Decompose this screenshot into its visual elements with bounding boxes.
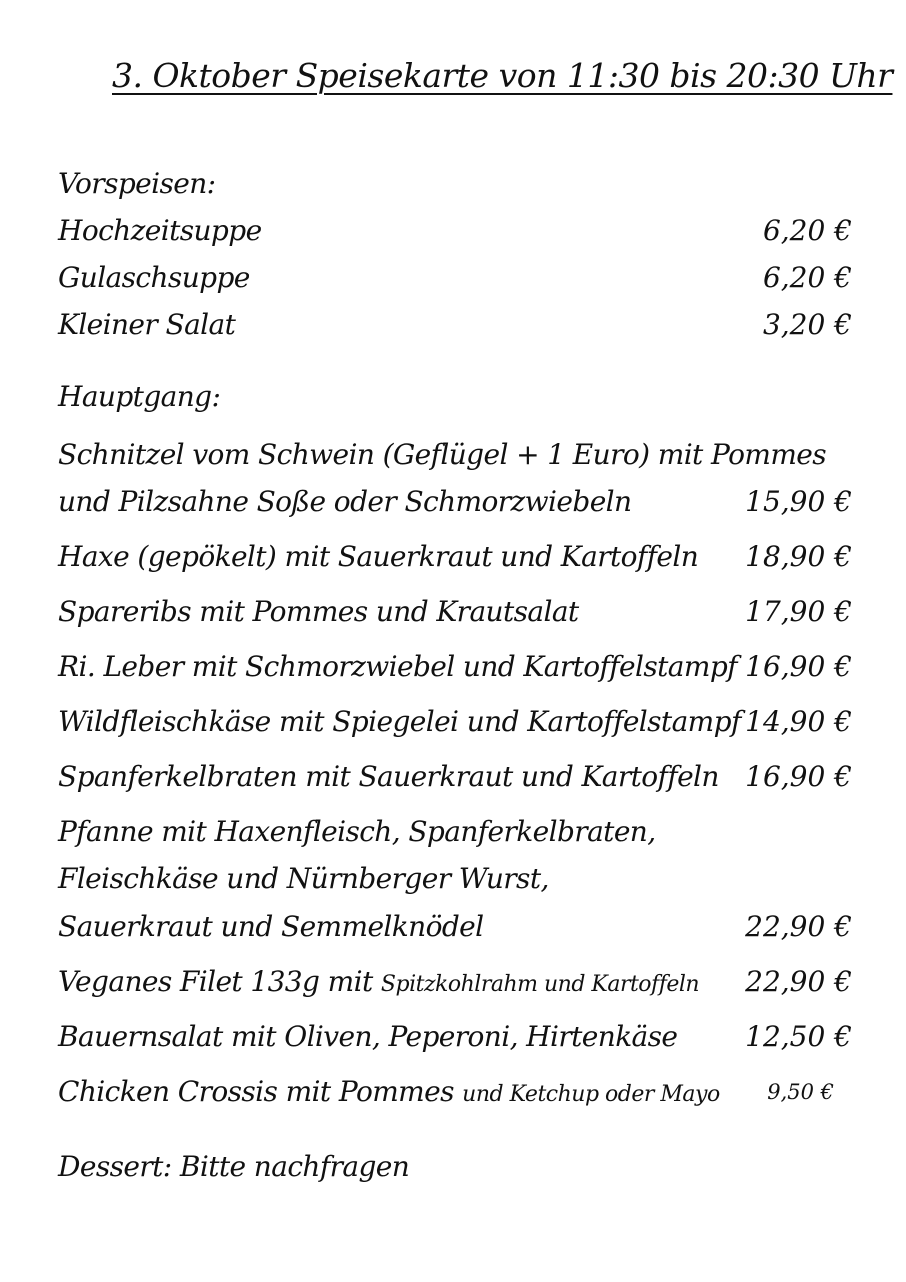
menu-item <box>58 907 852 947</box>
menu-item <box>58 1072 852 1112</box>
item-price: 16,90 € <box>745 650 852 683</box>
item-price: 18,90 € <box>745 540 852 573</box>
item-price: 14,90 € <box>745 705 852 738</box>
item-price: 15,90 € <box>745 485 852 518</box>
mains-heading: Hauptgang: <box>58 380 221 413</box>
item-price: 6,20 € <box>762 261 852 294</box>
menu-item-line <box>58 812 852 852</box>
item-price: 3,20 € <box>762 308 852 341</box>
item-price: 6,20 € <box>762 214 852 247</box>
menu-item <box>58 592 852 632</box>
menu-item <box>58 211 852 251</box>
menu-item <box>58 258 852 298</box>
item-name: Spareribs mit Pommes und Krautsalat <box>58 595 579 628</box>
item-name: Haxe (gepökelt) mit Sauerkraut und Kartoffeln <box>58 540 699 573</box>
item-price: 17,90 € <box>745 595 852 628</box>
item-price: 22,90 € <box>745 910 852 943</box>
item-price: 9,50 € <box>767 1080 834 1104</box>
item-name-main: Veganes Filet 133g mit <box>58 965 373 998</box>
item-name-main: Chicken Crossis mit Pommes <box>58 1075 454 1108</box>
item-name: Pfanne mit Haxenfleisch, Spanferkelbraten, <box>58 815 656 848</box>
menu-title: 3. Oktober Speisekarte von 11:30 bis 20:30 Uhr <box>112 56 893 95</box>
menu-item-line <box>58 859 852 899</box>
item-price: 12,50 € <box>745 1020 852 1053</box>
item-name: Schnitzel vom Schwein (Geflügel + 1 Euro) mit Pommes <box>58 438 827 471</box>
menu-item <box>58 962 852 1002</box>
menu-item <box>58 757 852 797</box>
starters-heading: Vorspeisen: <box>58 167 216 200</box>
item-name: Wildfleischkäse mit Spiegelei und Kartoffelstampf <box>58 705 741 738</box>
item-name: Hochzeitsuppe <box>58 214 262 247</box>
dessert-heading: Dessert: Bitte nachfragen <box>58 1150 410 1183</box>
item-name: Bauernsalat mit Oliven, Peperoni, Hirtenkäse <box>58 1020 678 1053</box>
item-name <box>58 962 699 1005</box>
item-price: 16,90 € <box>745 760 852 793</box>
item-name: Gulaschsuppe <box>58 261 250 294</box>
item-name-detail: Spitzkohlrahm und Kartoffeln <box>380 972 700 997</box>
menu-item <box>58 647 852 687</box>
menu-item <box>58 305 852 345</box>
menu-item <box>58 537 852 577</box>
menu-item <box>58 482 852 522</box>
item-name-detail: und Ketchup oder Mayo <box>462 1082 720 1107</box>
menu-item-line <box>58 435 852 475</box>
item-price: 22,90 € <box>745 965 852 998</box>
item-name <box>58 1072 720 1115</box>
item-name: und Pilzsahne Soße oder Schmorzwiebeln <box>58 485 632 518</box>
item-name: Ri. Leber mit Schmorzwiebel und Kartoffelstampf <box>58 650 737 683</box>
item-name: Kleiner Salat <box>58 308 236 341</box>
item-name: Fleischkäse und Nürnberger Wurst, <box>58 862 549 895</box>
menu-item <box>58 1017 852 1057</box>
menu-item <box>58 702 852 742</box>
item-name: Sauerkraut und Semmelknödel <box>58 910 484 943</box>
item-name: Spanferkelbraten mit Sauerkraut und Kartoffeln <box>58 760 719 793</box>
